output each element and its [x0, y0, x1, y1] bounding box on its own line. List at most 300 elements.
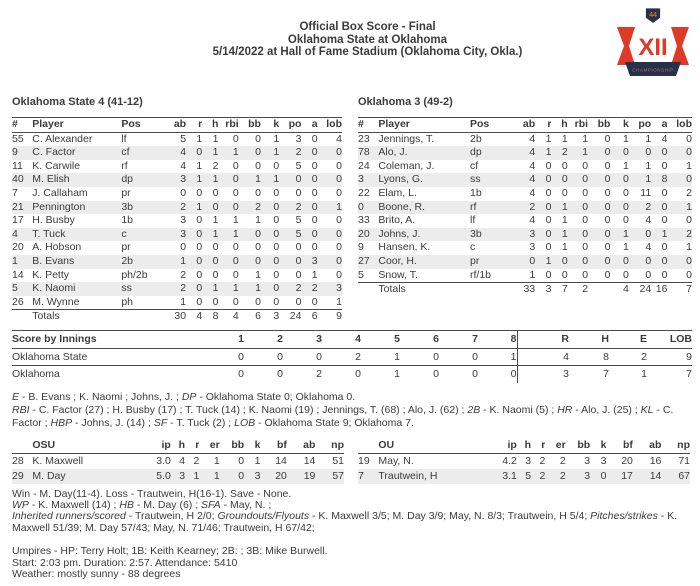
- total-lob: 7: [686, 368, 692, 380]
- batter-row: [12, 228, 342, 242]
- inning-8-col: 8: [478, 331, 517, 349]
- batter-number: 27: [358, 254, 370, 267]
- col-er: er: [555, 439, 566, 451]
- stat-a: 0: [661, 186, 668, 199]
- stat-bb: 0: [604, 214, 611, 227]
- stat-bb: 0: [604, 227, 611, 240]
- stat-bb: 1: [255, 214, 261, 227]
- stat-r: 0: [545, 200, 552, 213]
- stat-ab: 14: [649, 470, 662, 482]
- lob-col: LOB: [669, 333, 692, 345]
- batter-pos: 2b: [470, 132, 482, 145]
- batter-row: [12, 132, 342, 146]
- stat-np: 71: [678, 455, 690, 467]
- stat-r: 0: [545, 268, 552, 281]
- col-bf: bf: [622, 439, 633, 451]
- stat-lob: 1: [686, 200, 692, 213]
- stat-lob: 1: [686, 241, 692, 254]
- col-k: k: [254, 439, 261, 451]
- stat-ab: 2: [180, 268, 187, 281]
- stat-rbi: 1: [232, 282, 239, 295]
- stat-ab: 4: [529, 186, 536, 199]
- batter-name: Pennington: [32, 200, 86, 213]
- stat-bf: 20: [621, 455, 633, 467]
- batter-number: 14: [12, 268, 24, 281]
- batter-row: [358, 214, 692, 228]
- stat-bb: 0: [255, 227, 261, 240]
- batting-header-row: [358, 118, 692, 133]
- stat-lob: 0: [336, 268, 342, 281]
- col-ip: ip: [507, 439, 517, 451]
- inning-3-col: 3: [316, 333, 322, 345]
- stat-ab: 5: [180, 132, 187, 145]
- stat-a: 0: [311, 173, 318, 186]
- batter-name: Boone, R.: [378, 200, 426, 213]
- col-pos: Pos: [121, 118, 141, 130]
- inning-score: 0: [277, 368, 283, 380]
- batter-name: K. Carwile: [32, 159, 81, 172]
- batter-row: [12, 146, 342, 160]
- stat-rbi: 0: [232, 268, 239, 281]
- stat-k: 1: [622, 132, 629, 145]
- batter-name: C. Alexander: [32, 132, 93, 145]
- stat-rbi: 0: [582, 186, 589, 199]
- batter-pos: 3b: [121, 200, 133, 213]
- col-np: np: [677, 439, 690, 451]
- stat-po: 2: [645, 200, 652, 213]
- stat-k: 1: [273, 146, 280, 159]
- batter-pos: dp: [470, 146, 482, 159]
- logo-crest-text: 44: [649, 11, 657, 19]
- stat-h: 1: [561, 241, 568, 254]
- stat-h: 1: [561, 214, 568, 227]
- stat-ip: 3.0: [156, 455, 171, 467]
- totals-r: 3: [545, 283, 552, 296]
- stat-ab: 0: [180, 186, 187, 199]
- stat-bf: 20: [275, 470, 287, 482]
- totals-lob: 7: [686, 283, 692, 296]
- pitcher-row: [358, 469, 690, 484]
- batter-pos: ss: [470, 173, 481, 186]
- stat-er: 2: [559, 470, 566, 482]
- inning-score: 0: [277, 350, 283, 363]
- total-hits: 8: [603, 350, 609, 363]
- stat-bb: 1: [255, 268, 261, 281]
- batter-number: 5: [12, 282, 18, 295]
- batter-pos: 1b: [470, 186, 482, 199]
- stat-bb: 0: [604, 186, 611, 199]
- stat-po: 5: [295, 214, 302, 227]
- col-blank: [358, 438, 378, 454]
- pitching-team-label: OU: [378, 439, 395, 451]
- inning-score: 0: [355, 368, 361, 380]
- stat-k: 0: [273, 159, 280, 172]
- line-score-section: [12, 330, 692, 383]
- batter-pos: ss: [121, 282, 132, 295]
- batter-name: H. Busby: [32, 214, 75, 227]
- batter-row: [12, 255, 342, 269]
- stat-a: 1: [661, 227, 668, 240]
- stat-ab: 4: [529, 159, 536, 172]
- batter-pos: rf: [121, 159, 128, 172]
- game-footer: [12, 546, 694, 581]
- away-batting-table: [12, 117, 342, 324]
- stat-po: 0: [295, 186, 302, 199]
- pitcher-name: May, N.: [378, 455, 414, 467]
- stat-bb: 0: [604, 146, 611, 159]
- batter-pos: rf: [470, 200, 477, 213]
- stat-h: 0: [212, 295, 219, 308]
- stat-ab: 1: [529, 268, 536, 281]
- col-blank: [12, 438, 32, 454]
- pitching-team-label: OSU: [32, 439, 56, 451]
- stat-k: 0: [273, 282, 280, 295]
- batter-pos: cf: [470, 159, 479, 172]
- stat-k: 0: [622, 186, 629, 199]
- total-errors: 1: [641, 368, 647, 380]
- stat-po: 0: [295, 295, 302, 308]
- stat-bb: 1: [255, 173, 261, 186]
- stat-po: 0: [295, 254, 302, 267]
- batter-pos: ph: [121, 295, 133, 308]
- col-bb: bb: [231, 439, 245, 451]
- batter-name: A. Hobson: [32, 241, 82, 254]
- total-errors: 2: [641, 350, 647, 363]
- totals-rbi: 4: [232, 310, 239, 323]
- batter-name: Coleman, J.: [378, 159, 435, 172]
- stat-ab: 1: [180, 254, 187, 267]
- stat-ab: 2: [180, 200, 187, 213]
- stat-k: 1: [622, 227, 629, 240]
- stat-r: 2: [539, 470, 546, 482]
- batter-row: [358, 255, 692, 269]
- stat-ab: 3: [529, 227, 536, 240]
- home-pitching-table: [358, 438, 690, 484]
- inning-score: 0: [472, 350, 478, 363]
- inning-score: 1: [478, 348, 517, 366]
- team-name: Oklahoma State: [12, 350, 88, 363]
- stat-h: 0: [561, 186, 568, 199]
- stat-k: 0: [273, 200, 280, 213]
- rbi-note: RBI - C. Factor (27) ; H. Busby (17) ; T. Tuck (14) ; K. Naomi (19) ; Jennings, T. (68) ; Alo, J. (62) ; 2B - K. Naomi (5) ; HR - Alo, J. (25) ; KL - C. Factor ; HBP - Johns, J. (14) ; SF - T. Tuck (2) ; LOB - Oklahoma State 9; Oklahoma 7.: [12, 404, 674, 429]
- batter-name: Jennings, T.: [378, 132, 435, 145]
- inning-4-col: 4: [355, 333, 361, 345]
- inning-score: 1: [394, 350, 400, 363]
- stat-h: 1: [212, 282, 219, 295]
- pitcher-number: 7: [358, 470, 364, 482]
- batter-row: [12, 214, 342, 228]
- col-h: h: [561, 118, 568, 130]
- stat-np: 51: [332, 455, 344, 467]
- stat-k: 3: [254, 470, 261, 482]
- batter-row: [358, 201, 692, 215]
- team-name: Oklahoma: [12, 368, 60, 380]
- stat-ab: 1: [180, 295, 187, 308]
- inning-score: 0: [433, 350, 439, 363]
- batter-number: 9: [12, 146, 18, 159]
- stat-er: 1: [213, 470, 220, 482]
- batter-row: [12, 187, 342, 201]
- stat-bb: 3: [584, 470, 591, 482]
- errors-dp-note: E - B. Evans ; K. Naomi ; Johns, J. ; DP - Oklahoma State 0; Oklahoma 0.: [12, 391, 356, 403]
- batting-notes: [12, 391, 694, 430]
- col-h: h: [212, 118, 219, 130]
- batter-name: M. Wynne: [32, 295, 80, 308]
- stat-ab: 4: [529, 214, 536, 227]
- stat-bb: 1: [255, 282, 261, 295]
- stat-a: 0: [661, 268, 668, 281]
- stat-bb: 0: [604, 159, 611, 172]
- stat-h: 0: [212, 186, 219, 199]
- stat-a: 0: [311, 132, 318, 145]
- batter-row: [358, 241, 692, 255]
- stat-k: 1: [622, 241, 629, 254]
- batter-number: 7: [12, 186, 18, 199]
- stat-ab: 4: [529, 146, 536, 159]
- stat-k: 3: [600, 455, 607, 467]
- stat-h: 1: [212, 227, 219, 240]
- batter-pos: cf: [121, 146, 130, 159]
- pitcher-row: [358, 454, 690, 470]
- col-lob: lob: [326, 118, 342, 130]
- col-k: k: [622, 118, 629, 130]
- stat-lob: 2: [686, 186, 692, 199]
- stat-bb: 0: [604, 241, 611, 254]
- stat-r: 1: [196, 173, 203, 186]
- stat-r: 1: [545, 146, 552, 159]
- stat-h: 0: [212, 241, 219, 254]
- stat-lob: 0: [686, 268, 692, 281]
- line-score-row: [12, 348, 692, 366]
- batter-row: [358, 146, 692, 160]
- stat-bb: 0: [238, 455, 245, 467]
- stat-po: 2: [295, 146, 302, 159]
- stat-k: 0: [273, 295, 280, 308]
- batter-row: [358, 228, 692, 242]
- stat-a: 0: [311, 159, 318, 172]
- total-lob: 9: [686, 350, 692, 363]
- inning-score: 1: [394, 368, 400, 380]
- inning-1-col: 1: [238, 333, 244, 345]
- away-team-title: Oklahoma State 4 (41-12): [12, 96, 143, 108]
- stat-rbi: 0: [232, 159, 239, 172]
- stat-k: 0: [622, 254, 629, 267]
- stat-po: 0: [645, 146, 652, 159]
- batter-row: [12, 241, 342, 255]
- stat-po: 0: [645, 268, 652, 281]
- stat-k: 0: [273, 241, 280, 254]
- stat-r: 0: [196, 254, 203, 267]
- stat-h: 1: [212, 132, 219, 145]
- stat-bb: 0: [604, 254, 611, 267]
- batter-pos: ph/2b: [121, 268, 148, 281]
- stat-ab: 4: [180, 159, 187, 172]
- stat-po: 4: [645, 241, 652, 254]
- stat-r: 1: [196, 200, 203, 213]
- game-info-line: Start: 2:03 pm. Duration: 2:57. Attendance: 5410: [12, 556, 238, 569]
- totals-blank: [121, 310, 159, 324]
- stat-a: 2: [311, 282, 318, 295]
- col-ab: ab: [303, 439, 316, 451]
- batter-pos: lf: [470, 214, 476, 227]
- stat-bb: 0: [604, 173, 611, 186]
- batter-pos: 3b: [470, 227, 482, 240]
- stat-ab: 3: [529, 241, 536, 254]
- col-bb: bb: [577, 439, 591, 451]
- stat-r: 0: [196, 186, 203, 199]
- batter-number: 9: [358, 241, 364, 254]
- totals-a: 6: [311, 310, 318, 323]
- stat-ab: 19: [303, 470, 316, 482]
- stat-po: 4: [645, 214, 652, 227]
- batter-name: Lyons, G.: [378, 173, 423, 186]
- col-r: r: [198, 118, 203, 130]
- stat-bb: 0: [255, 241, 261, 254]
- batter-name: K. Petty: [32, 268, 69, 281]
- col-bb: bb: [248, 118, 261, 130]
- stat-h: 3: [179, 470, 186, 482]
- col-pos: Pos: [470, 118, 490, 130]
- stat-bb: 2: [255, 200, 261, 213]
- batter-pos: lf: [121, 132, 127, 145]
- col-player: Player: [32, 118, 64, 130]
- totals-po: 24: [639, 283, 652, 296]
- stat-a: 4: [661, 132, 668, 145]
- stat-r: 0: [196, 227, 203, 240]
- batter-row: [12, 282, 342, 296]
- totals-ab: 33: [523, 283, 536, 296]
- pitcher-number: 28: [12, 455, 24, 467]
- pitcher-name: K. Maxwell: [32, 455, 84, 467]
- col-po: po: [638, 118, 652, 130]
- stat-bb: 0: [238, 470, 245, 482]
- col-number: #: [358, 118, 364, 130]
- stat-r: 1: [545, 254, 552, 267]
- batter-pos: 2b: [121, 254, 133, 267]
- stat-lob: 0: [336, 214, 342, 227]
- stat-h: 0: [561, 268, 568, 281]
- col-er: er: [209, 439, 220, 451]
- stat-h: 1: [561, 132, 568, 145]
- stat-k: 0: [273, 214, 280, 227]
- stat-po: 11: [640, 186, 652, 199]
- col-h: h: [178, 439, 186, 451]
- totals-h: 7: [561, 283, 568, 296]
- stat-lob: 3: [336, 282, 342, 295]
- stat-r: 0: [196, 268, 203, 281]
- stat-a: 0: [661, 159, 668, 172]
- batter-number: 21: [12, 200, 24, 213]
- col-r: r: [195, 439, 200, 451]
- stat-a: 0: [311, 241, 318, 254]
- stat-lob: 1: [336, 200, 342, 213]
- inning-score: 0: [238, 350, 244, 363]
- batter-pos: c: [121, 227, 127, 240]
- stat-r: 0: [545, 241, 552, 254]
- logo-xii-mark: XII: [638, 34, 668, 61]
- stat-lob: 1: [686, 159, 692, 172]
- inning-5-col: 5: [394, 333, 400, 345]
- stat-r: 2: [193, 455, 200, 467]
- totals-bb: 6: [255, 310, 261, 323]
- stat-bb: 0: [255, 146, 261, 159]
- errors-col: E: [639, 333, 647, 345]
- batter-name: Snow, T.: [378, 268, 418, 281]
- stat-ab: 4: [529, 173, 536, 186]
- stat-rbi: 0: [582, 227, 589, 240]
- batter-name: Coor, H.: [378, 254, 417, 267]
- batter-number: 23: [358, 132, 370, 145]
- stat-ab: 3: [180, 227, 187, 240]
- totals-rbi: 2: [582, 283, 589, 296]
- stat-r: 0: [196, 146, 203, 159]
- page-header: [35, 21, 700, 59]
- col-ip: ip: [161, 439, 171, 451]
- batter-number: 17: [12, 214, 24, 227]
- batter-row: [12, 269, 342, 283]
- page-title: Official Box Score - Final: [299, 21, 436, 33]
- totals-label: Totals: [32, 310, 60, 323]
- stat-k: 0: [622, 214, 629, 227]
- stat-h: 1: [561, 227, 568, 240]
- batter-number: 55: [12, 132, 24, 145]
- line-score-label: Score by Innings: [12, 333, 97, 345]
- stat-rbi: 0: [232, 173, 239, 186]
- stat-r: 1: [196, 132, 203, 145]
- stat-po: 0: [295, 173, 302, 186]
- stat-bb: 0: [255, 132, 261, 145]
- hits-col: H: [601, 333, 609, 345]
- stat-a: 0: [311, 295, 318, 308]
- away-pitching-section: [12, 438, 344, 484]
- stat-ab: 4: [529, 132, 536, 145]
- totals-blank: [12, 310, 32, 324]
- col-a: a: [661, 118, 668, 130]
- stat-k: 1: [254, 455, 261, 467]
- stat-h: 0: [212, 254, 219, 267]
- totals-blank: [470, 283, 509, 297]
- stat-bb: 0: [255, 159, 261, 172]
- stat-rbi: 0: [232, 254, 239, 267]
- stat-rbi: 0: [582, 200, 589, 213]
- batting-header-row: [12, 118, 342, 133]
- inning-2-col: 2: [277, 333, 283, 345]
- stat-po: 1: [645, 173, 652, 186]
- stat-a: 0: [661, 200, 668, 213]
- batter-row: [358, 132, 692, 146]
- stat-k: 0: [600, 470, 607, 482]
- stat-po: 0: [295, 241, 302, 254]
- stat-lob: 0: [686, 214, 692, 227]
- stat-h: 0: [561, 173, 568, 186]
- stat-bb: 0: [255, 254, 261, 267]
- stat-po: 5: [295, 227, 302, 240]
- stat-po: 2: [295, 200, 302, 213]
- inning-score: 0: [472, 368, 478, 380]
- stat-h: 3: [525, 455, 532, 467]
- stat-a: 0: [661, 241, 668, 254]
- batter-row: [358, 160, 692, 174]
- stat-rbi: 0: [232, 132, 239, 145]
- stat-a: 0: [661, 254, 668, 267]
- stat-a: 0: [311, 146, 318, 159]
- stat-rbi: 0: [232, 241, 239, 254]
- stat-a: 0: [311, 214, 318, 227]
- batter-number: 33: [358, 214, 370, 227]
- batter-row: [12, 296, 342, 310]
- stat-r: 0: [545, 186, 552, 199]
- col-np: np: [331, 439, 344, 451]
